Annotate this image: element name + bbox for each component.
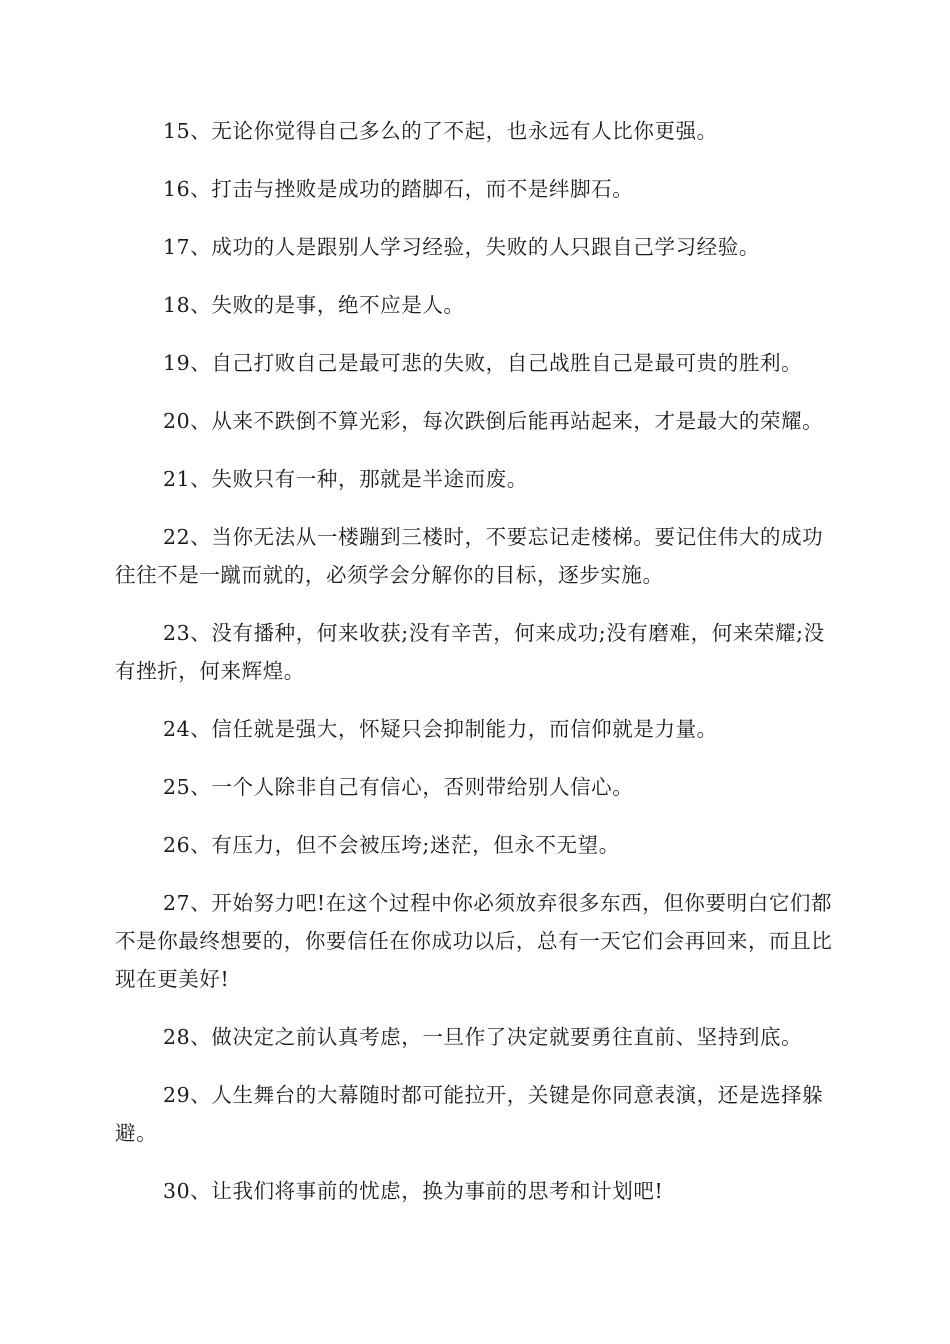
quote-paragraph-23: 23、没有播种，何来收获;没有辛苦，何来成功;没有磨难，何来荣耀;没有挫折，何来辉煌。 — [115, 621, 825, 683]
quote-paragraph-20: 20、从来不跌倒不算光彩，每次跌倒后能再站起来，才是最大的荣耀。 — [163, 409, 824, 433]
quote-paragraph-30: 30、让我们将事前的忧虑，换为事前的思考和计划吧! — [163, 1179, 664, 1203]
quote-paragraph-17: 17、成功的人是跟别人学习经验，失败的人只跟自己学习经验。 — [163, 235, 760, 259]
quote-paragraph-28: 28、做决定之前认真考虑，一旦作了决定就要勇往直前、坚持到底。 — [163, 1025, 803, 1049]
quote-paragraph-29: 29、人生舞台的大幕随时都可能拉开，关键是你同意表演，还是选择躲避。 — [115, 1083, 824, 1145]
quote-paragraph-26: 26、有压力，但不会被压垮;迷茫，但永不无望。 — [163, 833, 620, 857]
quote-paragraph-18: 18、失败的是事，绝不应是人。 — [163, 293, 465, 317]
quote-paragraph-24: 24、信任就是强大，怀疑只会抑制能力，而信仰就是力量。 — [163, 717, 718, 741]
document-body — [115, 112, 835, 1230]
quote-paragraph-22: 22、当你无法从一楼蹦到三楼时，不要忘记走楼梯。要记住伟大的成功往往不是一蹴而就的，必须学会分解你的目标，逐步实施。 — [115, 525, 824, 587]
quote-paragraph-21: 21、失败只有一种，那就是半途而废。 — [163, 467, 528, 491]
quote-paragraph-25: 25、一个人除非自己有信心，否则带给别人信心。 — [163, 775, 634, 799]
quote-paragraph-16: 16、打击与挫败是成功的踏脚石，而不是绊脚石。 — [163, 177, 634, 201]
quote-paragraph-27: 27、开始努力吧!在这个过程中你必须放弃很多东西，但你要明白它们都不是你最终想要的，你要信任在你成功以后，总有一天它们会再回来，而且比现在更美好! — [115, 891, 833, 991]
quote-paragraph-19: 19、自己打败自己是最可悲的失败，自己战胜自己是最可贵的胜利。 — [163, 351, 803, 375]
quote-paragraph-15: 15、无论你觉得自己多么的了不起，也永远有人比你更强。 — [163, 119, 718, 143]
